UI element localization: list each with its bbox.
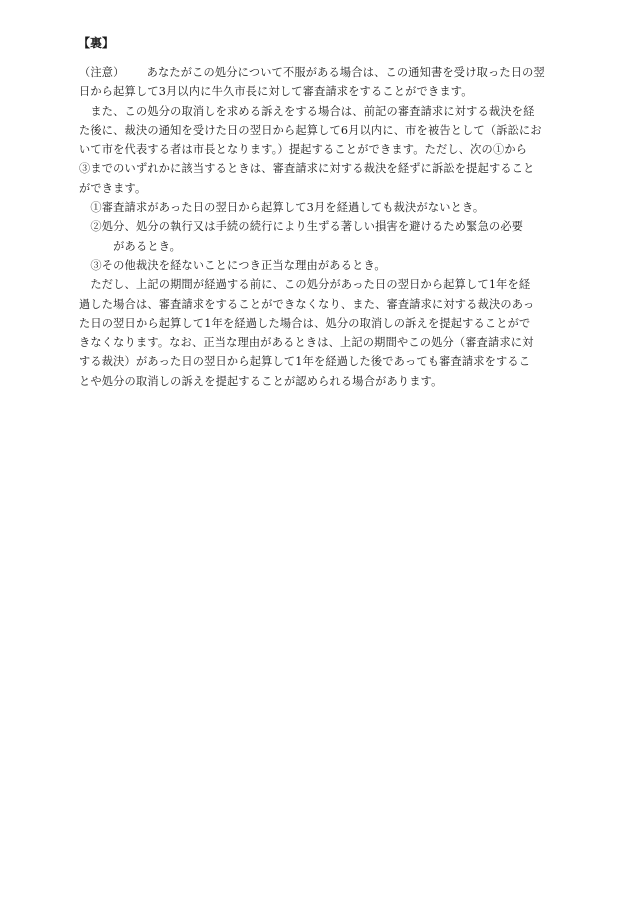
notice-line: 過した場合は、審査請求をすることができなくなり、また、審査請求に対する裁決のあっ — [79, 297, 535, 311]
notice-line: 日から起算して3月以内に牛久市長に対して審査請求をすることができます。 — [79, 85, 473, 99]
notice-line: た後に、裁決の通知を受けた日の翌日から起算して6月以内に、市を被告として（訴訟にお — [79, 123, 542, 137]
notice-line: ができます。 — [79, 181, 147, 195]
notice-line: ただし、上記の期間が経過する前に、この処分があった日の翌日から起算して1年を経 — [79, 278, 531, 292]
list-item-1: ①審査請求があった日の翌日から起算して3月を経過しても裁決がないとき。 — [79, 201, 485, 215]
notice-body — [79, 63, 555, 391]
notice-line: また、この処分の取消しを求める訴えをする場合は、前記の審査請求に対する裁決を経 — [79, 104, 535, 118]
list-item-2-continued: があるとき。 — [79, 239, 182, 253]
notice-line: ③までのいずれかに該当するときは、審査請求に対する裁決を経ずに訴訟を提起すること — [79, 162, 535, 176]
notice-line: きなくなります。なお、正当な理由があるときは、上記の期間やこの処分（審査請求に対 — [79, 336, 534, 350]
notice-line: いて市を代表する者は市長となります。）提起することができます。ただし、次の①から — [79, 143, 528, 157]
notice-line: する裁決）があった日の翌日から起算して1年を経過した後であっても審査請求をするこ — [79, 355, 531, 369]
list-item-2: ②処分、処分の執行又は手続の続行により生ずる著しい損害を避けるため緊急の必要 — [79, 220, 524, 234]
notice-line: た日の翌日から起算して1年を経過した場合は、処分の取消しの訴えを提起することがで — [79, 316, 531, 330]
page-heading: 【裏】 — [78, 36, 115, 50]
notice-line: とや処分の取消しの訴えを提起することが認められる場合があります。 — [79, 374, 443, 388]
notice-line-text: あなたがこの処分について不服がある場合は、この通知書を受け取った日の翌 — [146, 66, 545, 79]
list-item-3: ③その他裁決を経ないことにつき正当な理由があるとき。 — [79, 258, 386, 272]
note-label: （注意） — [79, 66, 125, 79]
notice-line — [79, 63, 555, 82]
